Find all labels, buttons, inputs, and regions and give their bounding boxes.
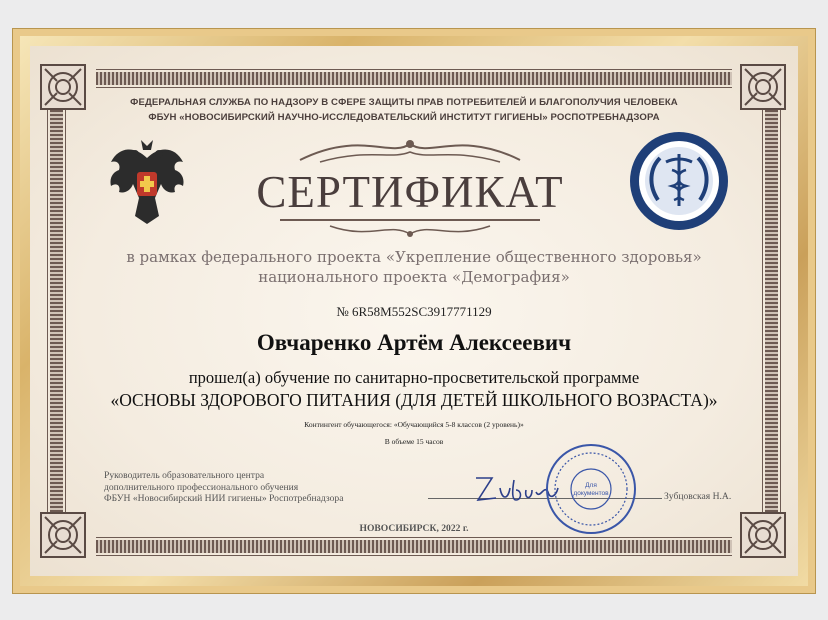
top-ornament-band bbox=[96, 72, 732, 85]
project-line-2: национального проекта «Демография» bbox=[258, 268, 570, 286]
passed-text: прошел(а) обучение по санитарно-просветительской программе bbox=[188, 368, 640, 387]
svg-text:Для: Для bbox=[585, 482, 597, 489]
svg-text:документов: документов bbox=[573, 490, 609, 497]
corner-ornament-icon bbox=[40, 512, 86, 558]
signer-line-2: дополнительного профессионального обучения bbox=[104, 481, 299, 493]
signer-line-1: Руководитель образовательного центра bbox=[104, 470, 265, 481]
corner-ornament-icon bbox=[740, 64, 786, 110]
signer-title bbox=[104, 470, 424, 505]
certificate-number: № 6R58M552SC3917771129 bbox=[336, 304, 492, 319]
round-stamp-icon bbox=[545, 443, 637, 535]
header-institute: ФБУН «НОВОСИБИРСКИЙ НАУЧНО-ИССЛЕДОВАТЕЛЬСКИЙ ИНСТИТУТ ГИГИЕНЫ» РОСПОТРЕБНАДЗОРА bbox=[148, 112, 660, 123]
contingent-text: Контингент обучающегося: «Обучающийся 5-8 классов (2 уровень)» bbox=[304, 420, 524, 429]
signer-name: Зубцовская Н.А. bbox=[664, 491, 732, 502]
recipient-name: Овчаренко Артём Алексеевич bbox=[256, 330, 572, 355]
double-headed-eagle-icon bbox=[105, 138, 189, 228]
volume-text: В объеме 15 часов bbox=[384, 437, 444, 446]
corner-ornament-icon bbox=[740, 512, 786, 558]
bottom-ornament-band bbox=[96, 540, 732, 553]
program-name: «ОСНОВЫ ЗДОРОВОГО ПИТАНИЯ (ДЛЯ ДЕТЕЙ ШКОЛЬНОГО ВОЗРАСТА)» bbox=[110, 390, 718, 410]
footer-city-year: НОВОСИБИРСК, 2022 г. bbox=[359, 523, 469, 534]
project-line-1: в рамках федерального проекта «Укрепление общественного здоровья» bbox=[126, 248, 702, 266]
header-agency: ФЕДЕРАЛЬНАЯ СЛУЖБА ПО НАДЗОРУ В СФЕРЕ ЗАЩИТЫ ПРАВ ПОТРЕБИТЕЛЕЙ И БЛАГОПОЛУЧИЯ ЧЕЛОВЕКА bbox=[130, 97, 678, 108]
signer-line-3: ФБУН «Новосибирский НИИ гигиены» Роспотребнадзора bbox=[104, 493, 344, 504]
caduceus-laurel-icon bbox=[628, 130, 730, 232]
title-block bbox=[240, 130, 580, 240]
certificate-title: СЕРТИФИКАТ bbox=[256, 167, 564, 217]
corner-ornament-icon bbox=[40, 64, 86, 110]
